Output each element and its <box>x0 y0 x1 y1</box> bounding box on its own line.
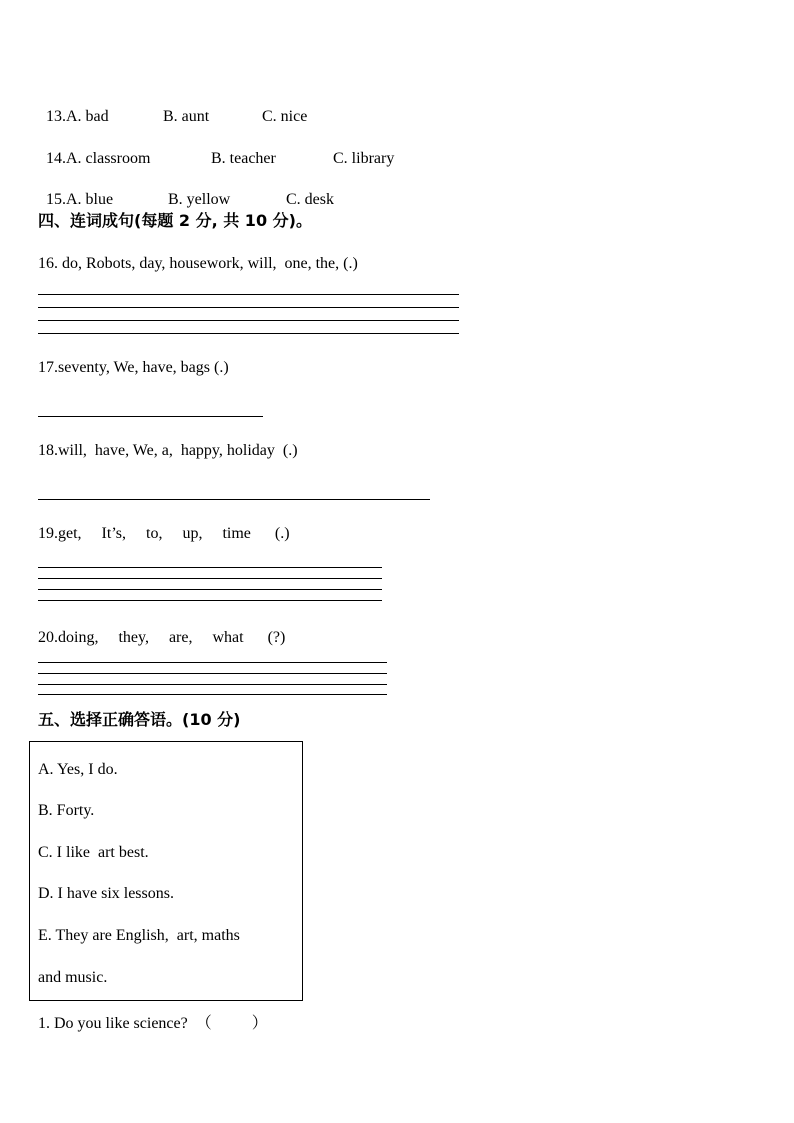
answer-line <box>38 589 382 590</box>
choice-14-c: C. library <box>333 150 395 167</box>
answer-line <box>38 578 382 579</box>
answer-option-e-continued: and music. <box>38 969 108 986</box>
question-16: 16. do, Robots, day, housework, will, one, the, (.) <box>38 255 358 272</box>
section-5-heading: 五、选择正确答语。(10 分) <box>38 710 241 729</box>
answer-line <box>38 416 263 417</box>
choice-14-a <box>46 149 211 169</box>
choice-13-a <box>46 107 163 127</box>
question-20: 20.doing, they, are, what (?) <box>38 629 286 646</box>
question-number: 15. <box>46 191 66 208</box>
answer-line <box>38 684 387 685</box>
answer-option-a: A. Yes, I do. <box>38 761 118 778</box>
choice-14-b: B. teacher <box>211 150 276 167</box>
question-18: 18.will, have, We, a, happy, holiday (.) <box>38 442 298 459</box>
question-1: 1. Do you like science? （ ） <box>38 1015 268 1032</box>
answer-option-c: C. I like art best. <box>38 844 149 861</box>
choice-15-c: C. desk <box>286 191 334 208</box>
option-a: A. bad <box>66 108 109 125</box>
section-4-heading: 四、连词成句(每题 2 分, 共 10 分)。 <box>38 211 312 230</box>
option-a: A. blue <box>66 191 114 208</box>
question-19: 19.get, It’s, to, up, time (.) <box>38 525 290 542</box>
choice-row-15 <box>38 170 334 210</box>
choice-13-c: C. nice <box>262 108 308 125</box>
answer-option-e: E. They are English, art, maths <box>38 927 240 944</box>
answer-line <box>38 333 459 334</box>
answer-line <box>38 600 382 601</box>
choice-15-b: B. yellow <box>168 191 231 208</box>
answer-option-d: D. I have six lessons. <box>38 885 174 902</box>
choice-row-14 <box>38 129 394 169</box>
answer-line <box>38 673 387 674</box>
answer-line <box>38 320 459 321</box>
answer-option-b: B. Forty. <box>38 802 95 819</box>
choice-13-b: B. aunt <box>163 108 210 125</box>
question-number: 14. <box>46 150 66 167</box>
answer-line <box>38 499 430 500</box>
question-17: 17.seventy, We, have, bags (.) <box>38 359 229 376</box>
answer-line <box>38 694 387 695</box>
answer-line <box>38 567 382 568</box>
answer-line <box>38 294 459 295</box>
answer-line <box>38 662 387 663</box>
choice-row-13 <box>38 87 307 127</box>
choice-15-a <box>46 190 168 210</box>
option-a: A. classroom <box>66 150 151 167</box>
answer-options-box <box>29 741 303 1001</box>
answer-line <box>38 307 459 308</box>
question-number: 13. <box>46 108 66 125</box>
